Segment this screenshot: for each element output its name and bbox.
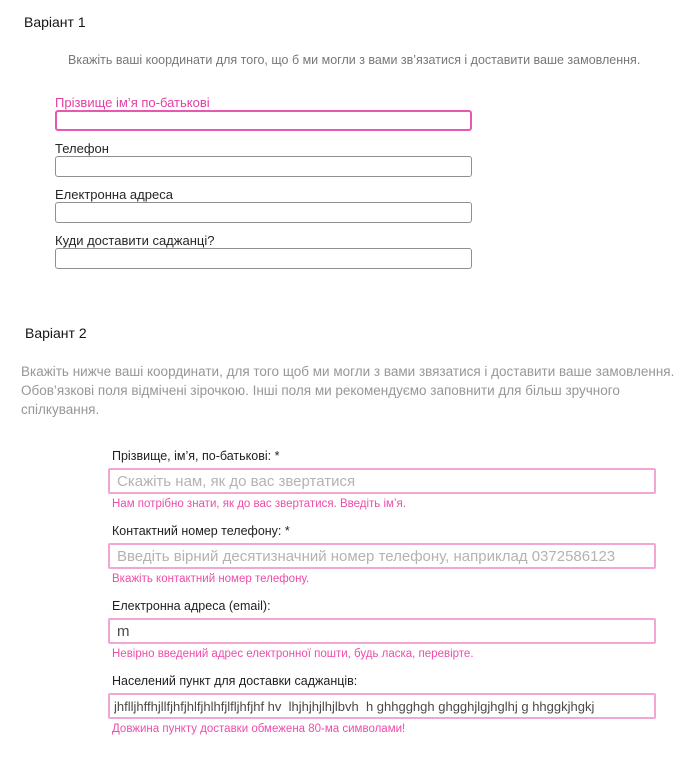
variant-1-intro: Вкажіть ваші координати для того, що б ми могли з вами зв’язатися і доставити ваше замовлення. [68, 53, 641, 67]
v2-phone-error: Вкажіть контактний номер телефону. [112, 573, 310, 585]
variant-1-title: Варіант 1 [24, 14, 86, 30]
v1-delivery-address-input[interactable] [55, 248, 472, 269]
variant-1-form [55, 96, 472, 269]
v2-phone-input[interactable] [108, 543, 656, 569]
form-row [55, 234, 472, 269]
v2-phone-label: Контактний номер телефону: * [112, 524, 290, 538]
v2-fullname-input[interactable] [108, 468, 656, 494]
v2-fullname-error: Нам потрібно знати, як до вас звертатися. Введіть ім’я. [112, 498, 406, 510]
v2-delivery-city-label: Населений пункт для доставки саджанців: [112, 674, 358, 688]
v1-fullname-label: Прізвище ім’я по-батькові [55, 95, 210, 110]
form-row [55, 96, 472, 131]
form-row [108, 450, 656, 510]
v2-fullname-label: Прізвище, ім’я, по-батькові: * [112, 449, 280, 463]
v1-email-label: Електронна адреса [55, 187, 173, 202]
form-row [55, 142, 472, 177]
variant-2-section [0, 326, 700, 735]
v1-email-input[interactable] [55, 202, 472, 223]
order-contact-forms-page [0, 15, 700, 735]
v2-email-input[interactable] [108, 618, 656, 644]
v1-fullname-input[interactable] [55, 110, 472, 131]
variant-1-section [0, 15, 700, 269]
variant-2-form [108, 450, 656, 735]
v2-email-label: Електронна адреса (email): [112, 599, 271, 613]
v2-email-error: Невірно введений адрес електронної пошти, будь ласка, перевірте. [112, 648, 474, 660]
v1-delivery-address-label: Куди доставити саджанці? [55, 233, 215, 248]
variant-2-intro: Вкажіть нижче ваші координати, для того щоб ми могли з вами звязатися і доставити ваше замовлення. Обов’язкові поля відмічені зірочкою. Інші поля ми рекомендуємо заповнити для більш зручного спілкування. [21, 364, 675, 417]
v1-phone-input[interactable] [55, 156, 472, 177]
form-row [55, 188, 472, 223]
form-row [108, 600, 656, 660]
form-row [108, 675, 656, 735]
v2-delivery-city-input[interactable] [108, 693, 656, 719]
form-row [108, 525, 656, 585]
v1-phone-label: Телефон [55, 141, 109, 156]
v2-delivery-city-error: Довжина пункту доставки обмежена 80-ма символами! [112, 723, 406, 735]
variant-2-title: Варіант 2 [25, 325, 87, 341]
